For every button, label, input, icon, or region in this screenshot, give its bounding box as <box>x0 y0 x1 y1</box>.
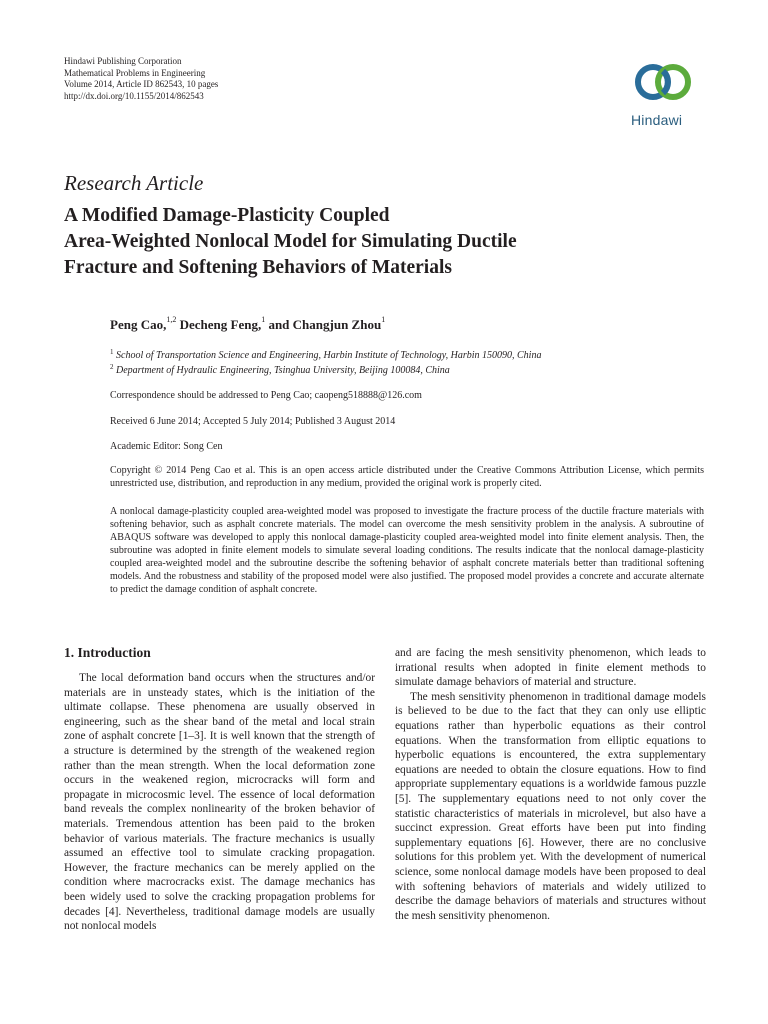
body-paragraph: and are facing the mesh sensitivity phenomenon, which leads to irrational results when adopted in finite element methods to simulate damage behaviors of material and structure. <box>395 647 706 689</box>
copyright-notice: Copyright © 2014 Peng Cao et al. This is an open access article distributed under the Creative Commons Attribution License, which permits unrestricted use, distribution, and reproduction in any medium, provided the original work is properly cited. <box>110 465 704 489</box>
affiliation <box>110 365 450 376</box>
author-affiliation-mark: 1 <box>261 315 266 324</box>
body-column-right <box>395 646 706 923</box>
author-name: Decheng Feng, <box>179 317 262 332</box>
affiliation-text: School of Transportation Science and Engineering, Harbin Institute of Technology, Harbin 150090, China <box>116 350 542 361</box>
affiliation-mark: 2 <box>110 363 114 371</box>
hindawi-logo-text: Hindawi <box>631 112 683 128</box>
section-heading: 1. Introduction <box>64 645 151 660</box>
body-column-left <box>64 671 375 934</box>
author-name: Peng Cao, <box>110 317 167 332</box>
doi-link[interactable]: http://dx.doi.org/10.1155/2014/862543 <box>64 90 204 101</box>
article-type: Research Article <box>64 171 204 195</box>
affiliation-mark: 1 <box>110 348 114 356</box>
title-line: A Modified Damage-Plasticity Coupled <box>64 205 390 226</box>
affiliation <box>110 350 541 361</box>
title-line: Fracture and Softening Behaviors of Materials <box>64 257 452 278</box>
article-title <box>64 203 704 281</box>
author-affiliation-mark: 1 <box>381 315 386 324</box>
author-affiliation-mark: 1,2 <box>166 315 177 324</box>
journal-header <box>64 56 218 102</box>
publisher-name: Hindawi Publishing Corporation <box>64 56 182 66</box>
body-paragraph: The local deformation band occurs when the structures and/or materials are in unsteady states, which is the initiation of the ultimate collapse. These phenomena are usually observed in engineering, such as the shear band of the metal and local strain zone of asphalt concrete [1–3]. It is well known that the strength of a structure is determined by the strength of the weakened region rather than the mean strength. When the local deformation zone occurs in the weakened region, microcracks will form and propagate in microcosmic level. The essence of local deformation band reveals the complex nonlinearity of the broken behavior of materials. Tremendous attention has been paid to the broken behavior of various materials. The fracture mechanics is usually assumed an effective tool to simulate cracking propagation. However, the fracture mechanics can be merely applied on the condition where macrocracks exist. The damage mechanics has been widely used to solve the cracking propagation problems for decades [4]. Nevertheless, traditional damage models are usually not nonlocal models <box>64 672 375 933</box>
academic-editor: Academic Editor: Song Cen <box>110 441 223 452</box>
affiliation-text: Department of Hydraulic Engineering, Tsinghua University, Beijing 100084, China <box>116 365 450 376</box>
journal-name: Mathematical Problems in Engineering <box>64 67 206 78</box>
body-paragraph: The mesh sensitivity phenomenon in traditional damage models is believed to be due to the fact that they can only use elliptic equations rather than hyperbolic equations as their control equations. When the transformation from elliptic equations to hyperbolic equations is encountered, the extra supplementary equations are needed to obtain the closure equations. How to find appropriate supplementary equations is a worldwide famous puzzle [5]. The supplementary equations need to not only cover the statistic characteristics of materials in microlevel, but also have a succinct expression. Great efforts have been put into finding supplementary equations [6]. However, there are no conclusive solutions for this problem yet. With the development of numerical science, some nonlocal damage models have been proposed to deal with softening behaviors of materials and widely utilized to describe the damage behaviors of materials and structures without the mesh sensitivity phenomenon. <box>395 690 706 922</box>
abstract: A nonlocal damage-plasticity coupled area-weighted model was proposed to investigate the fracture process of the ductile fracture materials with softening behavior, such as asphalt concrete materials. The model can overcome the mesh sensitivity problem in the analysis. A subroutine of ABAQUS software was developed to apply this nonlocal damage-plasticity coupled area-weighted model into finite element analysis. Then, the subroutine was adopted in finite element models to simulate several loading conditions. The results indicate that the nonlocal damage-plasticity coupled area-weighted model and the subroutine describe the softening behavior of asphalt concrete materials better than traditional softening models. And the robustness and stability of the proposed model were also justified. The proposed model provides a concrete and accurate alternate to predict the damage condition of asphalt concrete. <box>110 506 704 595</box>
publication-dates: Received 6 June 2014; Accepted 5 July 2014; Published 3 August 2014 <box>110 416 396 427</box>
author-list <box>110 317 385 333</box>
correspondence: Correspondence should be addressed to Peng Cao; caopeng518888@126.com <box>110 390 422 401</box>
title-line: Area-Weighted Nonlocal Model for Simulating Ductile <box>64 231 517 252</box>
volume-info: Volume 2014, Article ID 862543, 10 pages <box>64 79 219 89</box>
author-name: and Changjun Zhou <box>268 317 382 332</box>
